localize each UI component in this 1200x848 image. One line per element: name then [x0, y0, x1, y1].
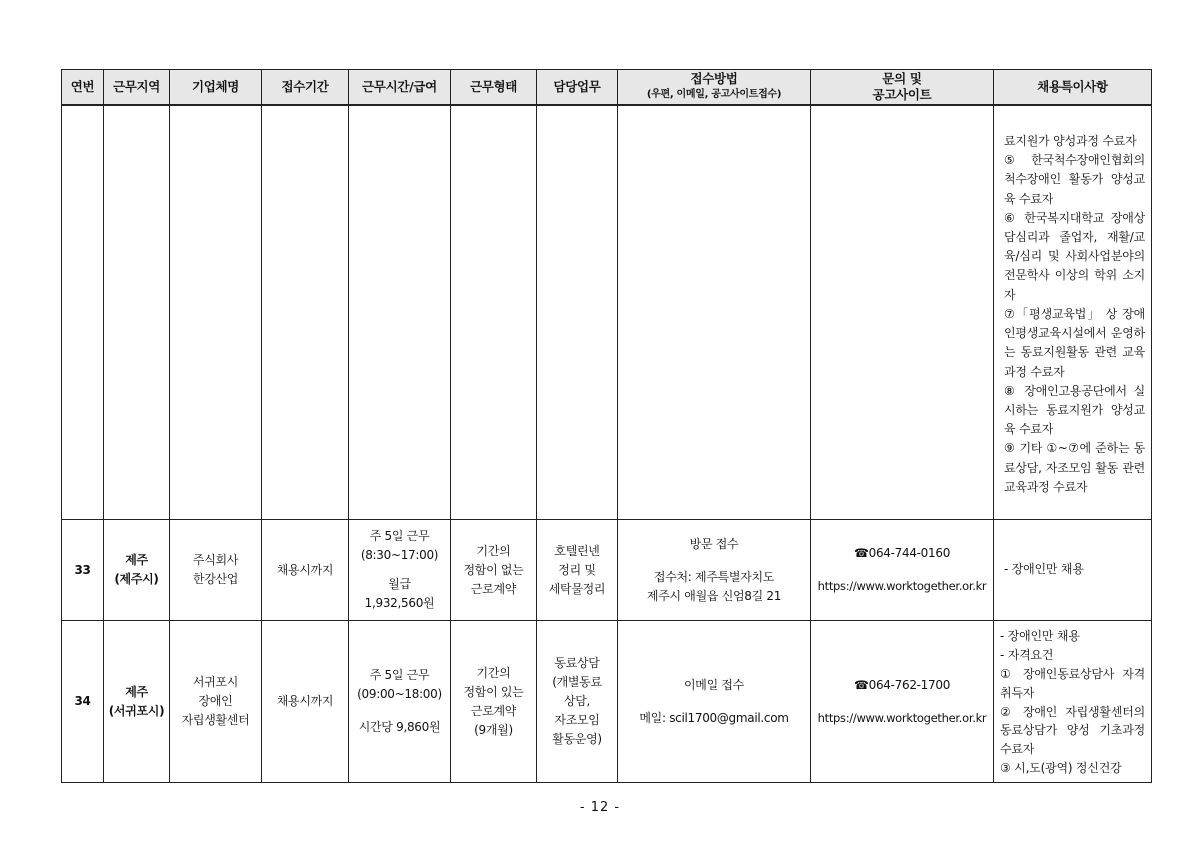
header-special: 채용특이사항 [994, 70, 1152, 106]
special-item: ① 장애인동료상담사 자격 취득자 [1000, 666, 1145, 700]
duty-line: 활동운영) [552, 732, 602, 746]
pay-line: 시간당 9,860원 [358, 720, 441, 734]
pay-line: 1,932,560원 [364, 596, 435, 610]
region-sub: (제주시) [114, 572, 159, 586]
special-item: - 자격요건 [1000, 648, 1054, 663]
pay-line: 월급 [388, 577, 411, 591]
cell-region [104, 520, 170, 621]
type-line: 근로계약 [470, 703, 517, 718]
table-row-continued [62, 105, 1152, 520]
job-listing-table [61, 69, 1152, 783]
duty-line: 동료상담 [554, 656, 600, 670]
type-line: 정함이 없는 [463, 562, 524, 577]
cell-period [262, 105, 349, 520]
cell-region [104, 621, 170, 783]
cell-special [994, 621, 1152, 783]
table-row [62, 621, 1152, 783]
cell-company [170, 105, 262, 520]
method-line: 이메일 접수 [684, 677, 744, 692]
type-line: (9개월) [474, 722, 513, 737]
cell-method [618, 520, 811, 621]
cell-type [451, 621, 537, 783]
special-item: ③ 시,도(광역) 정신건강 [1000, 760, 1122, 775]
phone-number: ☎064-744-0160 [853, 546, 951, 560]
method-line: 제주시 애월읍 신엄8길 21 [646, 588, 782, 603]
special-item: ② 장애인 자립생활센터의 동료상담가 양성 기초과정 수료자 [1000, 704, 1145, 757]
special-list [994, 128, 1151, 497]
header-company: 기업체명 [170, 70, 262, 106]
header-hours-pay: 근무시간/급여 [349, 70, 451, 106]
cell-company [170, 520, 262, 621]
method-line: 접수처: 제주특별자치도 [653, 569, 775, 584]
cell-contact [811, 520, 994, 621]
cell-company [170, 621, 262, 783]
cell-type [451, 105, 537, 520]
cell-type [451, 520, 537, 621]
header-contact-line1: 문의 및 [882, 71, 922, 86]
region-name: 제주 [125, 553, 148, 567]
cell-contact [811, 105, 994, 520]
cell-no: 33 [62, 520, 104, 621]
header-contact-line2: 공고사이트 [872, 87, 932, 102]
special-list [994, 625, 1151, 777]
cell-period: 채용시까지 [262, 621, 349, 783]
cell-contact [811, 621, 994, 783]
company-line: 주식회사 [192, 553, 239, 567]
cell-region [104, 105, 170, 520]
header-method [618, 70, 811, 106]
company-line: 한강산업 [192, 572, 239, 586]
cell-duty [537, 105, 618, 520]
region-sub: (서귀포시) [108, 703, 165, 718]
method-line: 방문 접수 [689, 536, 739, 551]
table-header [62, 70, 1152, 106]
cell-hours-pay [349, 105, 451, 520]
cell-no [62, 105, 104, 520]
site-link[interactable]: https://www.worktogether.or.kr [817, 710, 987, 725]
special-item: - 장애인만 채용 [1004, 562, 1084, 577]
company-line: 자립생활센터 [181, 713, 250, 727]
type-line: 기간의 [476, 543, 511, 558]
special-item: ⑨ 기타 ①~⑦에 준하는 동료상담, 자조모임 활동 관련 교육과정 수료자 [1004, 441, 1145, 494]
hours-line: 주 5일 근무 [369, 668, 430, 682]
cell-method [618, 105, 811, 520]
special-item: ⑧ 장애인고용공단에서 실시하는 동료지원가 양성교육 수료자 [1004, 383, 1145, 437]
special-item: ⑥ 한국복지대학교 장애상담심리과 졸업자, 재활/교육/심리 및 사회사업분야의 전문학사 이상의 학위 소지자 [1004, 210, 1145, 302]
header-method-sub: (우편, 이메일, 공고사이트접수) [646, 89, 782, 100]
duty-line: (개별동료 [552, 675, 602, 689]
duty-line: 정리 및 [558, 562, 596, 577]
type-line: 정함이 있는 [463, 684, 524, 699]
header-region: 근무지역 [104, 70, 170, 106]
header-duty: 담당업무 [537, 70, 618, 106]
type-line: 기간의 [476, 665, 511, 680]
hours-line: (8:30~17:00) [360, 548, 439, 562]
hours-line: 주 5일 근무 [369, 529, 430, 543]
page-number: - 12 - [579, 800, 621, 815]
cell-hours-pay [349, 621, 451, 783]
header-period: 접수기간 [262, 70, 349, 106]
cell-duty [537, 621, 618, 783]
special-item: ⑤ 한국척수장애인협회의 척수장애인 활동가 양성교육 수료자 [1004, 153, 1145, 206]
phone-number: ☎064-762-1700 [853, 677, 951, 692]
company-line: 서귀포시 [192, 675, 239, 689]
duty-line: 호텔린넨 [554, 543, 600, 558]
header-no: 연번 [62, 70, 104, 106]
email-address[interactable]: 메일: scil1700@gmail.com [639, 710, 789, 725]
header-method-title: 접수방법 [690, 71, 738, 86]
region-name: 제주 [125, 684, 148, 699]
company-line: 장애인 [198, 694, 233, 708]
special-item: 료지원가 양성과정 수료자 [1004, 134, 1137, 149]
duty-line: 자조모임 [554, 713, 600, 727]
header-type: 근무형태 [451, 70, 537, 106]
special-item: ⑦「평생교육법」 상 장애인평생교육시설에서 운영하는 동료지원활동 관련 교육과정 수료자 [1004, 306, 1145, 379]
special-list [994, 560, 1151, 579]
type-line: 근로계약 [470, 581, 517, 596]
cell-special [994, 105, 1152, 520]
cell-special [994, 520, 1152, 621]
duty-line: 상담, [563, 694, 591, 708]
header-contact [811, 70, 994, 106]
duty-line: 세탁물정리 [548, 581, 606, 596]
hours-line: (09:00~18:00) [357, 687, 442, 701]
special-item: - 장애인만 채용 [1000, 629, 1080, 644]
cell-duty [537, 520, 618, 621]
cell-hours-pay [349, 520, 451, 621]
cell-method [618, 621, 811, 783]
cell-no: 34 [62, 621, 104, 783]
site-link[interactable]: https://www.worktogether.or.kr [817, 579, 987, 593]
cell-period: 채용시까지 [262, 520, 349, 621]
table-row [62, 520, 1152, 621]
